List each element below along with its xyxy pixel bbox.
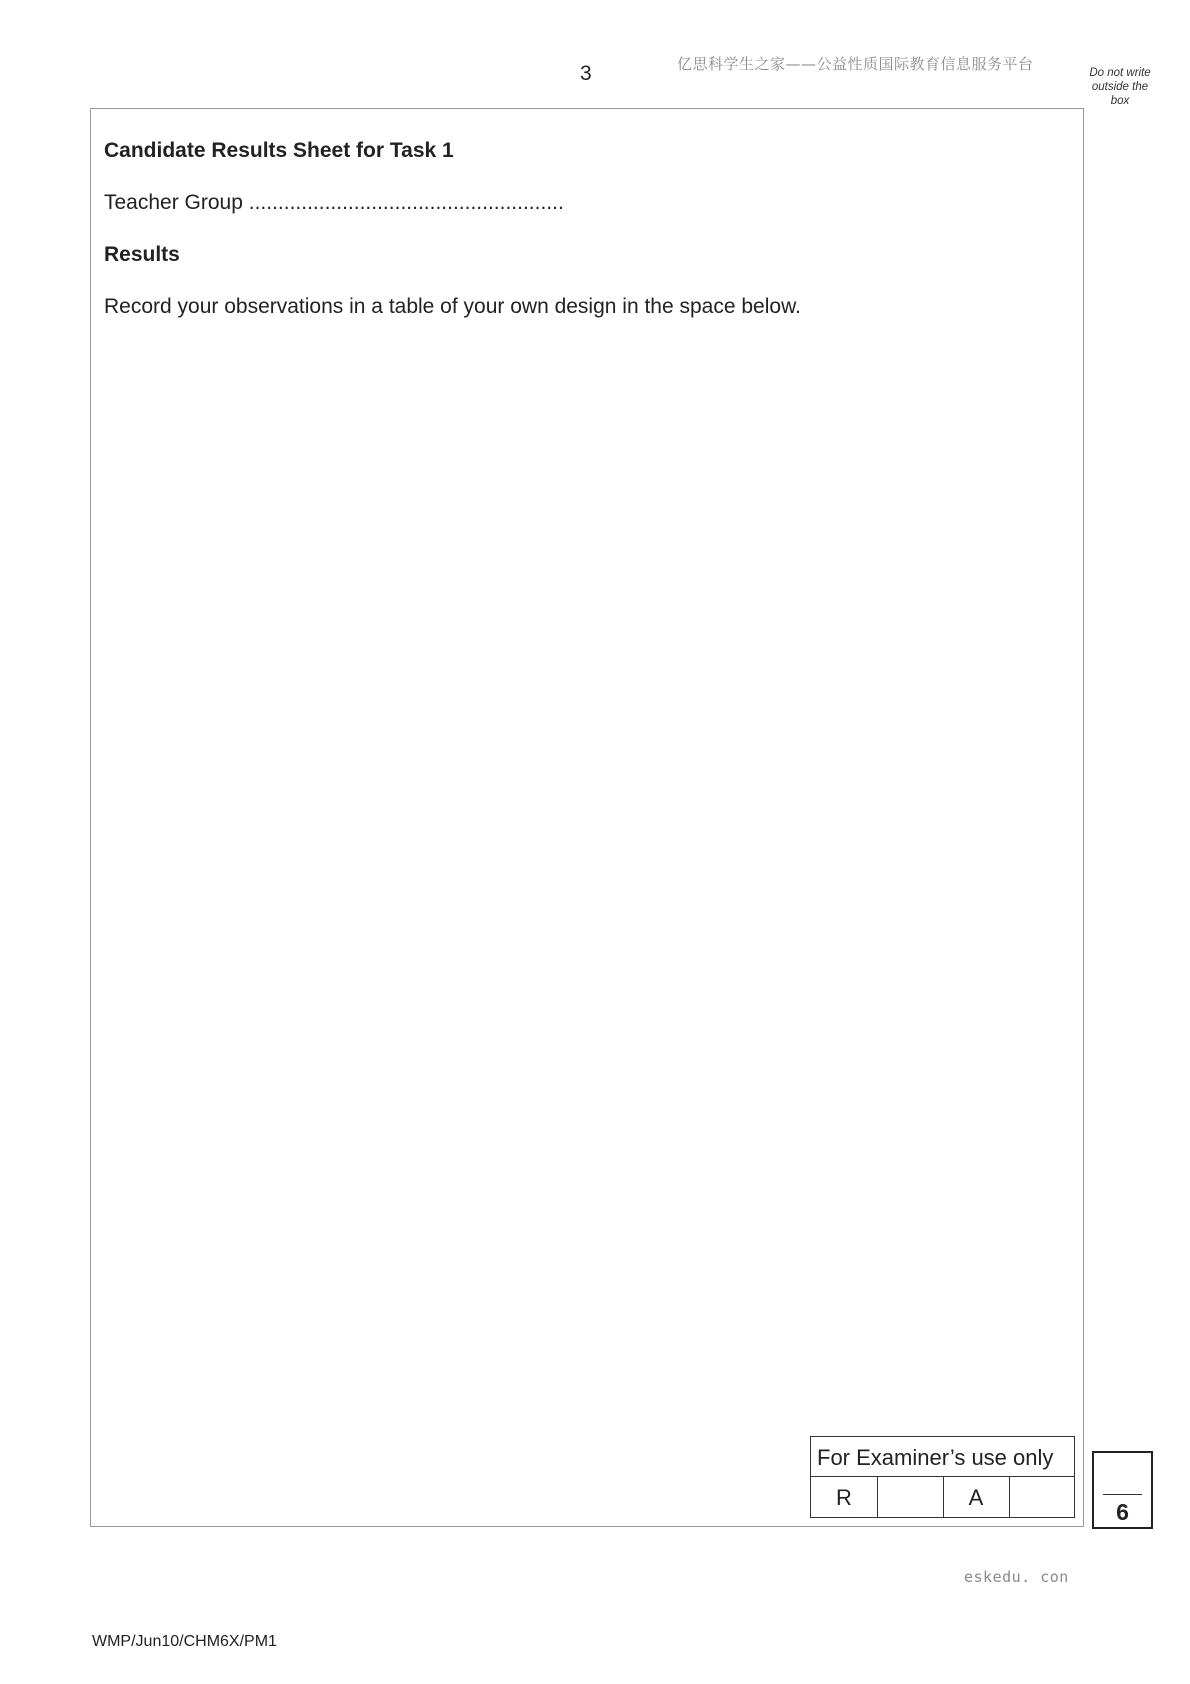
margin-note-line-3: box: [1110, 95, 1130, 107]
margin-note: [1085, 66, 1155, 108]
margin-note-line-1: Do not write: [1089, 67, 1151, 79]
score-total: 6: [1116, 1499, 1129, 1525]
sheet-title: Candidate Results Sheet for Task 1: [104, 139, 454, 162]
answer-box: [90, 108, 1084, 1527]
margin-note-line-2: outside the: [1091, 81, 1149, 93]
page-number: 3: [580, 62, 592, 85]
score-line: [1103, 1494, 1142, 1495]
header-watermark: 亿思科学生之家——公益性质国际教育信息服务平台: [677, 55, 1034, 73]
examiner-box-title: For Examiner’s use only: [817, 1445, 1054, 1470]
examiner-cell-a-label: A: [968, 1485, 984, 1510]
examiner-cell-a-mark: [1009, 1478, 1075, 1517]
score-box: [1092, 1451, 1153, 1529]
teacher-group-field[interactable]: Teacher Group ......................................................: [104, 191, 564, 214]
examiner-cell-r-mark: [877, 1478, 943, 1517]
instruction-text: Record your observations in a table of your own design in the space below.: [104, 295, 801, 318]
footer-code: WMP/Jun10/CHM6X/PM1: [92, 1633, 277, 1650]
footer-watermark: eskedu. con: [964, 1568, 1069, 1586]
results-heading: Results: [104, 243, 180, 266]
examiner-use-box: [810, 1436, 1075, 1518]
examiner-cell-r-label: R: [836, 1485, 852, 1510]
